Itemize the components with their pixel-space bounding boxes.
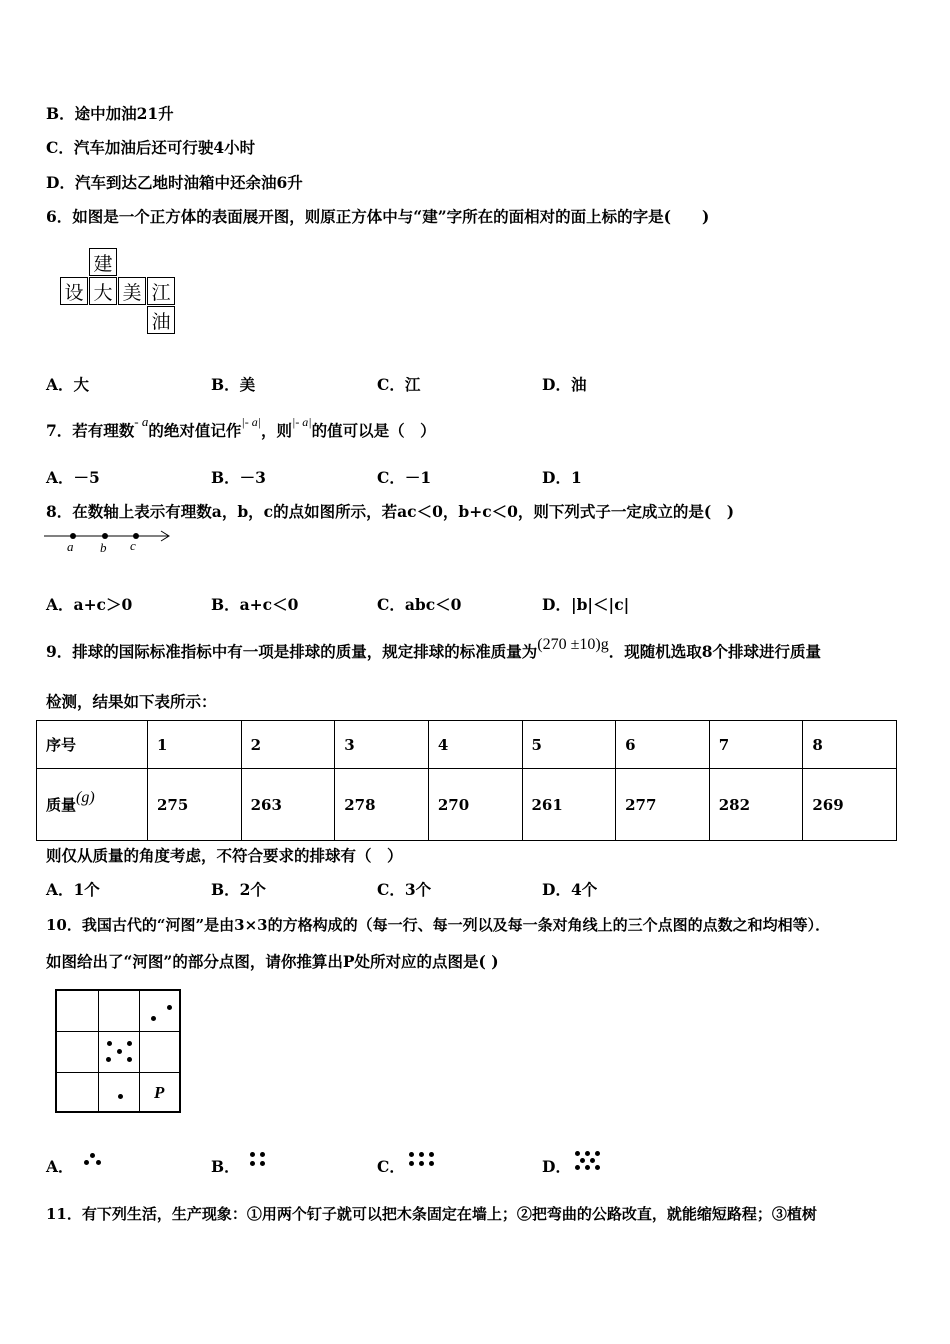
q9-text-1: 9．排球的国际标准指标中有一项是排球的质量，规定排球的标准质量为 <box>46 642 538 661</box>
q10-option-d: D． <box>542 1157 571 1176</box>
q6-option-d: D．油 <box>542 375 587 394</box>
q9-formula: (270 ±10)g <box>537 636 609 653</box>
q7-option-c: C．－1 <box>377 468 432 487</box>
point-b <box>102 533 108 539</box>
net-face-3: 美 <box>118 277 146 305</box>
table-cell: 3 <box>335 721 429 769</box>
table-cell: 270 <box>428 769 522 841</box>
q8-option-c: C．abc＜0 <box>377 595 462 614</box>
q10-option-c: C． <box>377 1157 405 1176</box>
q5-option-c: C．汽车加油后还可行驶4小时 <box>46 138 256 157</box>
option-a-dots <box>84 1153 102 1167</box>
option-d-dots <box>575 1151 605 1171</box>
q7-abs-1: |- a| <box>241 415 261 429</box>
option-b-dots <box>250 1152 268 1166</box>
q7-text-2: 的绝对值记作 <box>148 421 242 440</box>
q10-stem-line2: 如图给出了“河图”的部分点图，请你推算出P处所对应的点图是( ) <box>46 952 499 971</box>
q6-option-c: C．江 <box>377 375 421 394</box>
q8-stem: 8．在数轴上表示有理数a，b，c的点如图所示，若ac＜0，b+c＜0，则下列式子一定成立的是( ) <box>46 502 735 521</box>
q10-option-a: A． <box>46 1157 74 1176</box>
table-cell: 6 <box>616 721 710 769</box>
q8-option-b: B．a+c＜0 <box>211 595 299 614</box>
table-cell: 282 <box>709 769 803 841</box>
table-cell: 261 <box>522 769 616 841</box>
number-line <box>44 526 176 558</box>
q7-text-3: ，则 <box>261 421 293 440</box>
q8-option-a: A．a+c＞0 <box>46 595 133 614</box>
q9-option-b: B．2个 <box>211 880 266 899</box>
p-label: P <box>154 1083 165 1102</box>
q9-text-2: ．现随机选取8个排球进行质量 <box>608 642 822 661</box>
q7-option-a: A．－5 <box>46 468 100 487</box>
q9-stem-line2: 检测，结果如下表所示： <box>46 692 217 711</box>
q7-option-d: D．1 <box>542 468 582 487</box>
header-cell: 序号 <box>37 721 148 769</box>
table-cell: 4 <box>428 721 522 769</box>
q7-abs-2: |- a| <box>292 415 312 429</box>
table-cell: 7 <box>709 721 803 769</box>
q7-option-b: B．－3 <box>211 468 266 487</box>
q6-stem: 6．如图是一个正方体的表面展开图，则原正方体中与“建”字所在的面相对的面上标的字是( ) <box>46 207 710 226</box>
table-cell: 269 <box>803 769 897 841</box>
mass-label: 质量 <box>46 796 77 814</box>
option-c-dots <box>409 1152 439 1166</box>
net-face-bottom: 油 <box>147 306 175 334</box>
q7-text-1: 7．若有理数 <box>46 421 135 440</box>
hetu-grid <box>55 989 181 1113</box>
label-c: c <box>130 538 136 553</box>
q11-stem: 11．有下列生活，生产现象：①用两个钉子就可以把木条固定在墙上；②把弯曲的公路改直，就能缩短路程；③植树 <box>46 1205 817 1223</box>
q10-stem-line1: 10．我国古代的“河图”是由3×3的方格构成的（每一行、每一列以及每一条对角线上的三个点图的点数之和均相等）． <box>46 916 831 934</box>
table-cell: 2 <box>241 721 335 769</box>
table-cell: 263 <box>241 769 335 841</box>
net-face-1: 设 <box>60 277 88 305</box>
q6-option-a: A．大 <box>46 375 90 394</box>
q10-option-b: B． <box>211 1157 240 1176</box>
table-cell: 278 <box>335 769 429 841</box>
q7-stem <box>46 414 436 441</box>
net-face-4: 江 <box>147 277 175 305</box>
mass-table <box>36 720 897 841</box>
table-cell: 277 <box>616 769 710 841</box>
q7-text-4: 的值可以是（ ） <box>311 421 436 440</box>
table-cell: 275 <box>148 769 242 841</box>
q9-option-c: C．3个 <box>377 880 432 899</box>
table-row-number <box>37 721 897 769</box>
net-face-2: 大 <box>89 277 117 305</box>
net-face-top: 建 <box>89 248 117 276</box>
mass-unit: (g) <box>76 789 95 806</box>
q9-option-a: A．1个 <box>46 880 100 899</box>
q8-option-d: D．|b|＜|c| <box>542 595 630 614</box>
label-a: a <box>67 539 74 554</box>
table-cell: 8 <box>803 721 897 769</box>
label-b: b <box>100 540 107 555</box>
table-cell: 1 <box>148 721 242 769</box>
mass-header-cell <box>37 769 148 841</box>
q5-option-b: B．途中加油21升 <box>46 104 174 123</box>
q5-option-d: D．汽车到达乙地时油箱中还余油6升 <box>46 173 303 192</box>
q9-stem <box>46 636 822 662</box>
table-row-mass <box>37 769 897 841</box>
q9-after: 则仅从质量的角度考虑，不符合要求的排球有（ ） <box>46 846 403 865</box>
q6-option-b: B．美 <box>211 375 256 394</box>
q7-neg-a: - a <box>134 414 149 429</box>
table-cell: 5 <box>522 721 616 769</box>
q9-option-d: D．4个 <box>542 880 598 899</box>
